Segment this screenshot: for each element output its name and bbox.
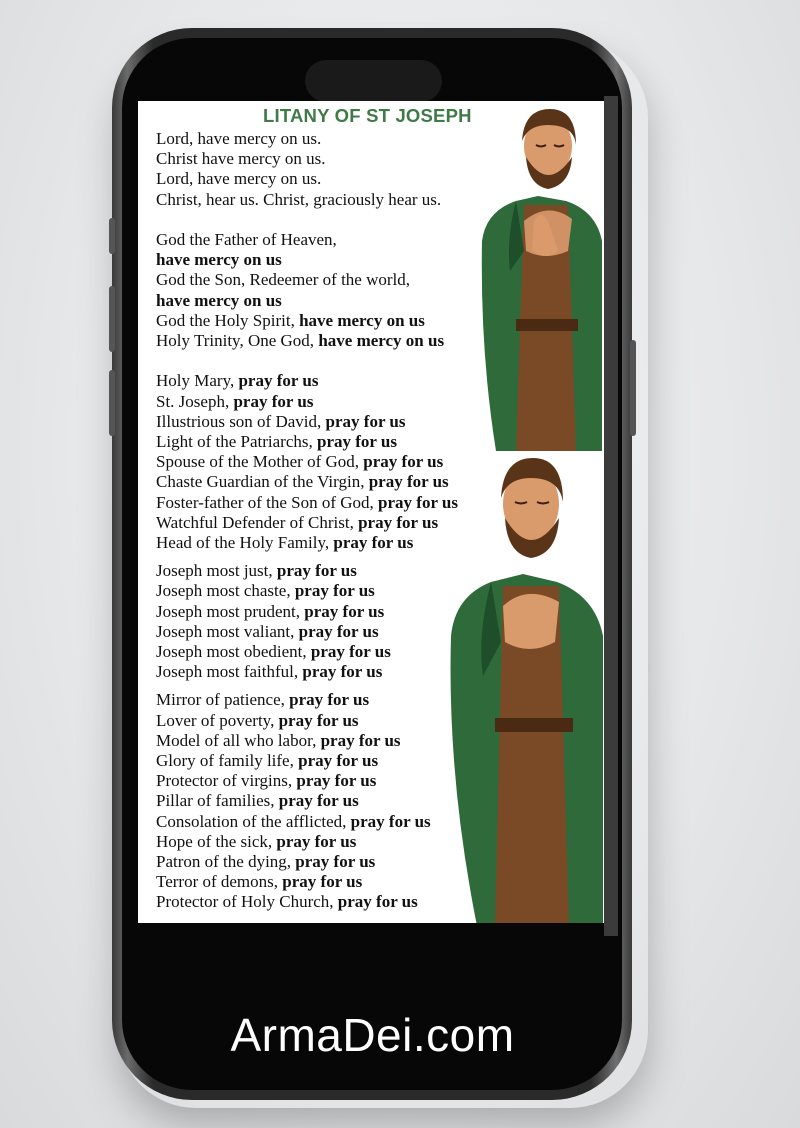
brand-watermark: ArmaDei.com: [230, 1009, 515, 1061]
litany-line: Model of all who labor, pray for us: [156, 730, 401, 750]
litany-line: Protector of virgins, pray for us: [156, 771, 377, 791]
spacer: [156, 351, 536, 371]
litany-text: [156, 129, 536, 913]
spacer: [156, 210, 536, 230]
action-button: [109, 218, 115, 254]
litany-line: Joseph most faithful, pray for us: [156, 662, 383, 682]
litany-line: Watchful Defender of Christ, pray for us: [156, 512, 439, 532]
litany-line: Light of the Patriarchs, pray for us: [156, 432, 397, 452]
litany-line: St. Joseph, pray for us: [156, 391, 314, 411]
litany-line: Joseph most chaste, pray for us: [156, 581, 375, 601]
section-kyrie: [156, 129, 536, 210]
litany-line: Head of the Holy Family, pray for us: [156, 533, 414, 553]
spacer: [156, 553, 536, 561]
litany-line: God the Father of Heaven,: [156, 230, 337, 249]
litany-line: Glory of family life, pray for us: [156, 751, 379, 771]
litany-line: Lord, have mercy on us.: [156, 169, 322, 189]
litany-line: Chaste Guardian of the Virgin, pray for us: [156, 472, 449, 492]
litany-line: Joseph most prudent, pray for us: [156, 601, 385, 621]
page-title: LITANY OF ST JOSEPH: [263, 105, 472, 126]
litany-line: Mirror of patience, pray for us: [156, 690, 370, 710]
litany-line: Hope of the sick, pray for us: [156, 831, 357, 851]
litany-line: Terror of demons, pray for us: [156, 872, 363, 892]
litany-line: have mercy on us: [156, 290, 282, 310]
litany-line: Joseph most obedient, pray for us: [156, 642, 391, 662]
litany-line: Joseph most just, pray for us: [156, 561, 357, 581]
litany-line: Christ, hear us. Christ, graciously hear us.: [156, 189, 442, 209]
litany-line: Spouse of the Mother of God, pray for us: [156, 452, 444, 472]
litany-card: [138, 101, 604, 923]
litany-line: Patron of the dying, pray for us: [156, 852, 376, 872]
screen-edge: [604, 96, 618, 936]
volume-down-button: [109, 370, 115, 436]
power-button: [630, 340, 636, 436]
litany-line: Holy Trinity, One God, have mercy on us: [156, 331, 445, 351]
litany-line: Illustrious son of David, pray for us: [156, 411, 406, 431]
spacer: [156, 682, 536, 690]
section-titles: [156, 371, 536, 553]
section-patronages: [156, 690, 536, 912]
litany-line: Protector of Holy Church, pray for us: [156, 892, 418, 912]
litany-line: Foster-father of the Son of God, pray for us: [156, 492, 459, 512]
litany-line: Lover of poverty, pray for us: [156, 710, 359, 730]
section-trinity: [156, 230, 536, 351]
litany-line: God the Son, Redeemer of the world,: [156, 270, 410, 290]
dynamic-island: [305, 60, 442, 102]
litany-line: Consolation of the afflicted, pray for us: [156, 811, 431, 831]
litany-line: Lord, have mercy on us.: [156, 129, 322, 148]
litany-line: Holy Mary, pray for us: [156, 371, 319, 391]
litany-line: Joseph most valiant, pray for us: [156, 621, 379, 641]
litany-line: have mercy on us: [156, 250, 282, 270]
litany-line: Christ have mercy on us.: [156, 149, 326, 169]
volume-up-button: [109, 286, 115, 352]
litany-line: Pillar of families, pray for us: [156, 791, 359, 811]
section-virtues: [156, 561, 536, 682]
litany-line: God the Holy Spirit, have mercy on us: [156, 310, 425, 330]
